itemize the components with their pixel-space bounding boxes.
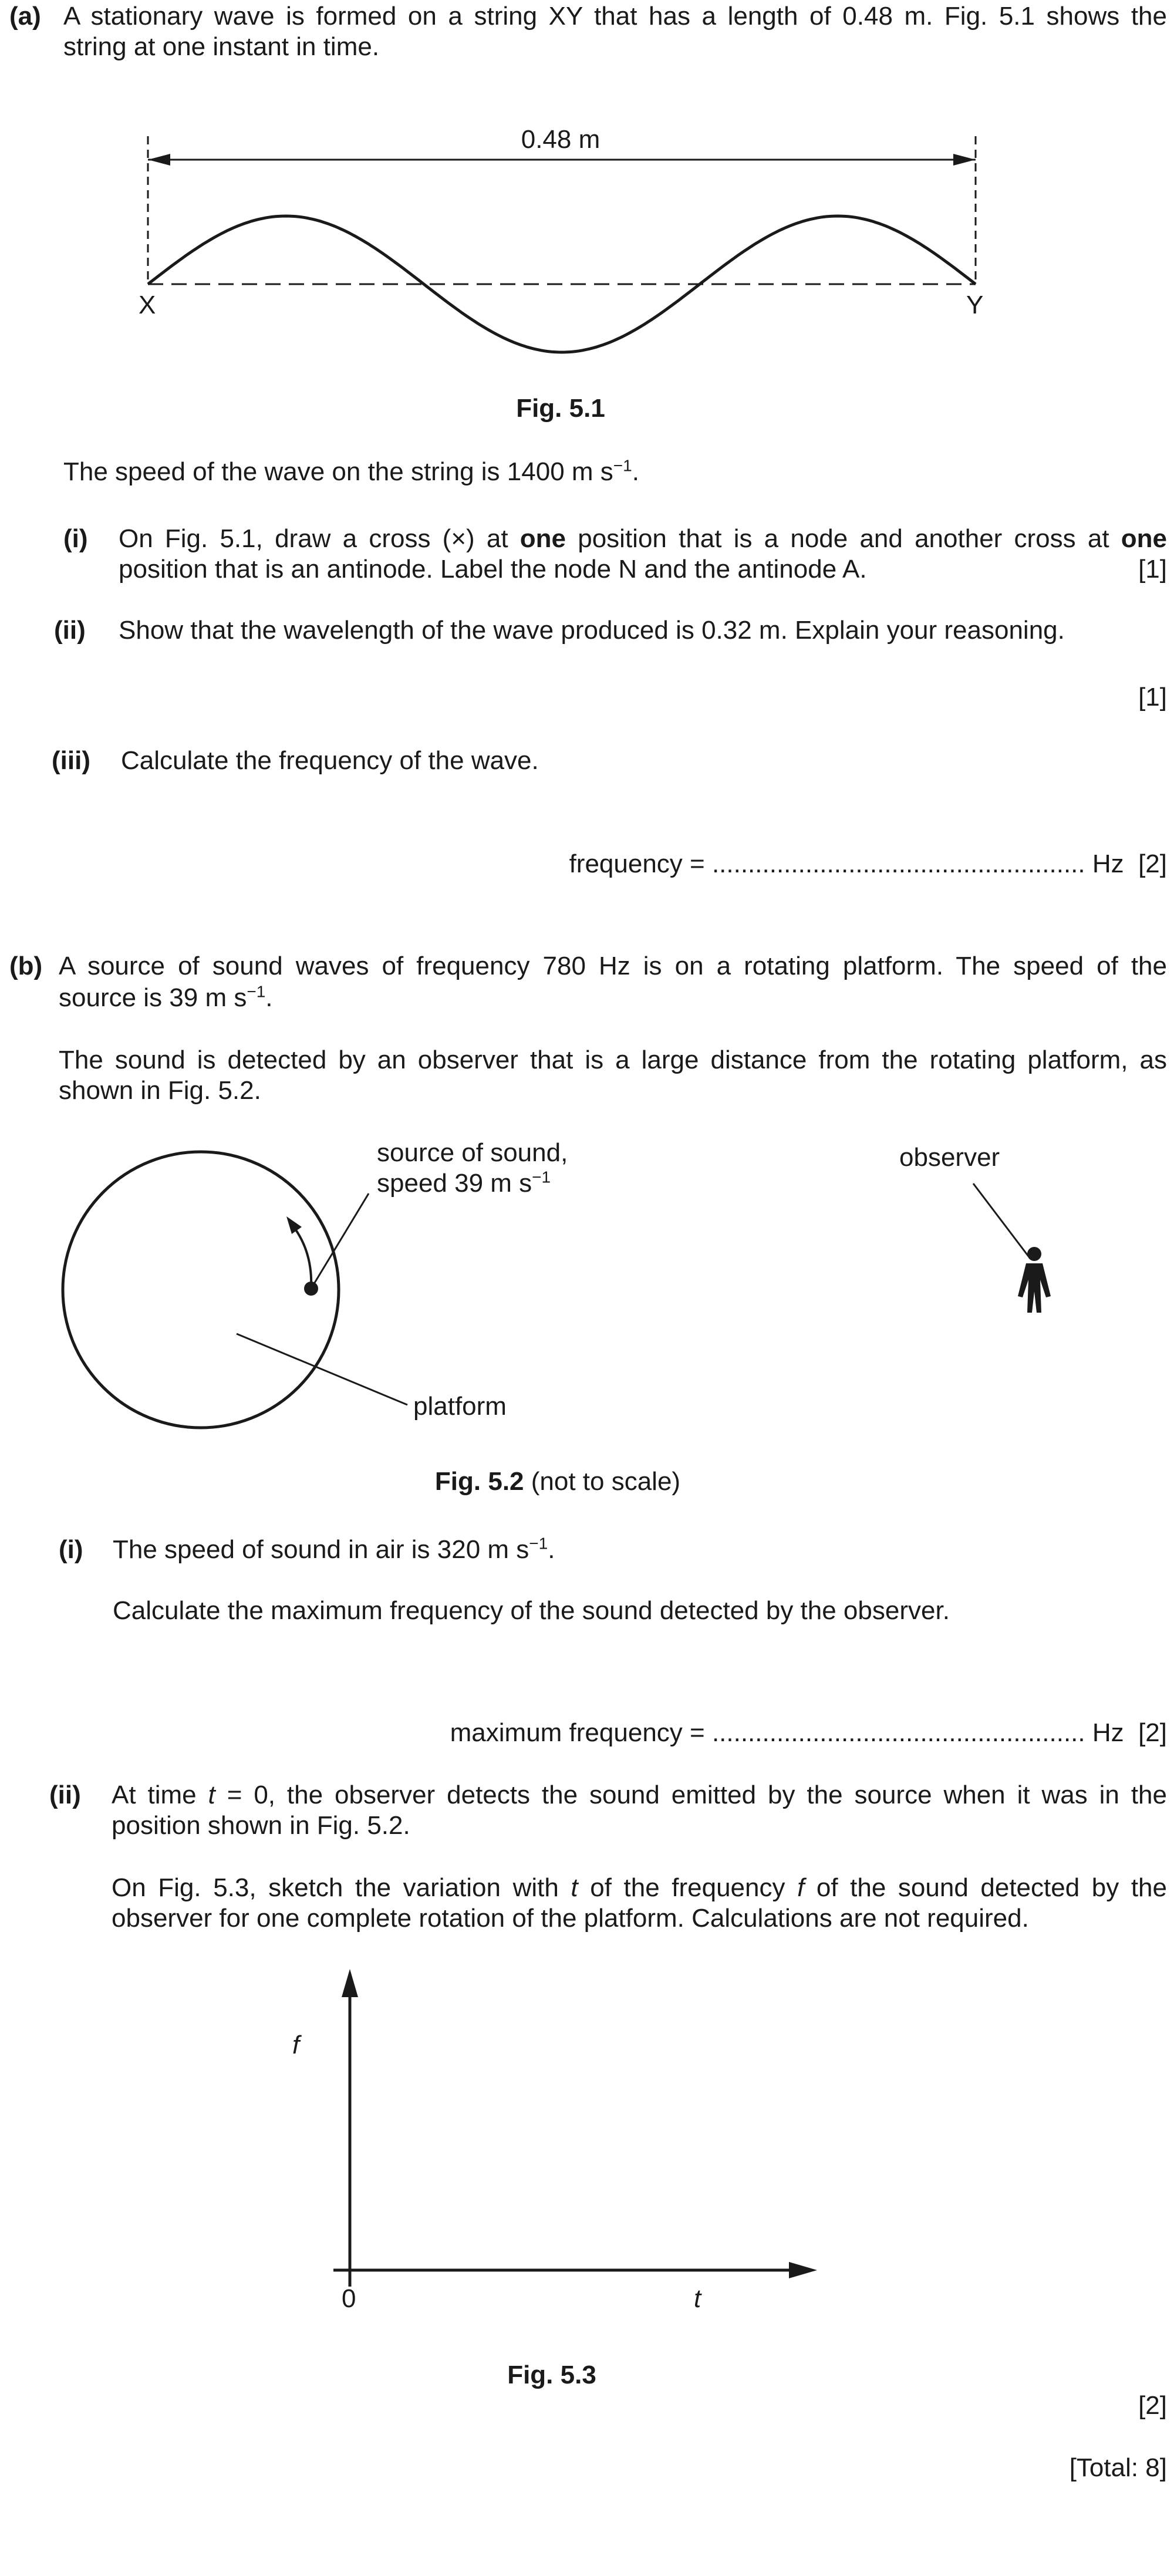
q-b-ii-marks: [2] [1138,2391,1167,2420]
q-b-i-label: (i) [59,1535,83,1564]
observer-label-leader [973,1184,1028,1256]
source-label-leader [311,1193,369,1289]
wave-speed-text: The speed of the wave on the string is 1400 m $s^{-1}$. [63,456,639,486]
total-marks: [Total: 8] [1069,2453,1167,2482]
fig-5-3-axis-f-label: f [292,2031,300,2059]
t-axis-arrow-head [789,2262,817,2278]
max-frequency-answer-line[interactable]: maximum frequency = .................................................... Hz [2] [450,1718,1167,1747]
part-b-label: (b) [9,952,43,980]
q-b-i-line2: Calculate the maximum frequency of the sound detected by the observer. [113,1596,950,1625]
part-a-label: (a) [9,2,41,31]
q-a-i-marks: [1] [1138,555,1167,584]
fig-5-1-label-x: X [139,291,156,319]
fig-5-2-caption: Fig. 5.2 (not to scale) [434,1467,681,1496]
q-a-ii-marks: [1] [1138,683,1167,712]
platform-circle [63,1152,339,1428]
q-b-ii-line1: At time t = 0, the observer detects the sound emitted by the source when it was in the [112,1781,1167,1809]
length-arrow-head-right [953,154,976,166]
q-b-ii-line2: position shown in Fig. 5.2. [112,1811,410,1840]
q-a-iii-line1: Calculate the frequency of the wave. [121,746,539,775]
q-a-ii-line1: Show that the wavelength of the wave produced is 0.32 m. Explain your reasoning. [119,616,1065,645]
fig-5-3-caption: Fig. 5.3 [507,2361,596,2389]
fig-5-3-origin-label: 0 [342,2284,356,2313]
fig-5-1-label-y: Y [966,291,984,319]
platform-label-leader [237,1334,407,1405]
fig-5-3-axis-t-label: t [694,2284,701,2313]
fig-5-2 [63,1152,1051,1428]
q-a-iii-label: (iii) [52,746,90,775]
part-b-intro-line1: A source of sound waves of frequency 780 Hz is on a rotating platform. The speed of the [59,952,1167,980]
part-b-intro2-line2: shown in Fig. 5.2. [59,1076,261,1105]
observer-figure-icon [1018,1247,1051,1313]
fig-5-2-observer-label: observer [899,1143,1000,1172]
fig-5-2-source-label2: speed 39 m $s^{-1}$ [377,1168,551,1198]
fig-5-3 [333,1969,817,2287]
q-b-i-line1: The speed of sound in air is 320 m $s^{-1}$. [113,1534,555,1564]
fig-5-2-source-label1: source of sound, [377,1138,568,1167]
fig-5-1 [148,136,976,352]
part-a-intro-line2: string at one instant in time. [63,32,380,61]
q-b-ii-line3: On Fig. 5.3, sketch the variation with t of the frequency f of the sound detected by the [112,1873,1167,1902]
part-b-intro-line2: source is 39 m $s^{-1}$. [59,982,273,1012]
q-a-i-label: (i) [63,524,88,553]
q-a-i-line2: position that is an antinode. Label the node N and the antinode A. [119,555,867,584]
fig-5-2-platform-label: platform [413,1392,507,1421]
q-a-ii-label: (ii) [54,616,86,645]
frequency-answer-line[interactable]: frequency = .................................................... Hz [2] [569,849,1167,878]
fig-5-1-length-label: 0.48 m [521,125,601,154]
rotation-arrow-head [286,1216,302,1234]
part-a-intro-line1: A stationary wave is formed on a string XY that has a length of 0.48 m. Fig. 5.1 shows the [63,2,1167,31]
f-axis-arrow-head [342,1969,358,1997]
q-a-i-line1: On Fig. 5.1, draw a cross (×) at one position that is a node and another cross at one [119,524,1167,553]
q-b-ii-label: (ii) [49,1781,81,1809]
length-arrow-head-left [148,154,170,166]
q-b-ii-line4: observer for one complete rotation of the platform. Calculations are not required. [112,1904,1029,1933]
fig-5-1-caption: Fig. 5.1 [516,394,605,423]
part-b-intro2-line1: The sound is detected by an observer that is a large distance from the rotating platform, as [59,1046,1167,1074]
